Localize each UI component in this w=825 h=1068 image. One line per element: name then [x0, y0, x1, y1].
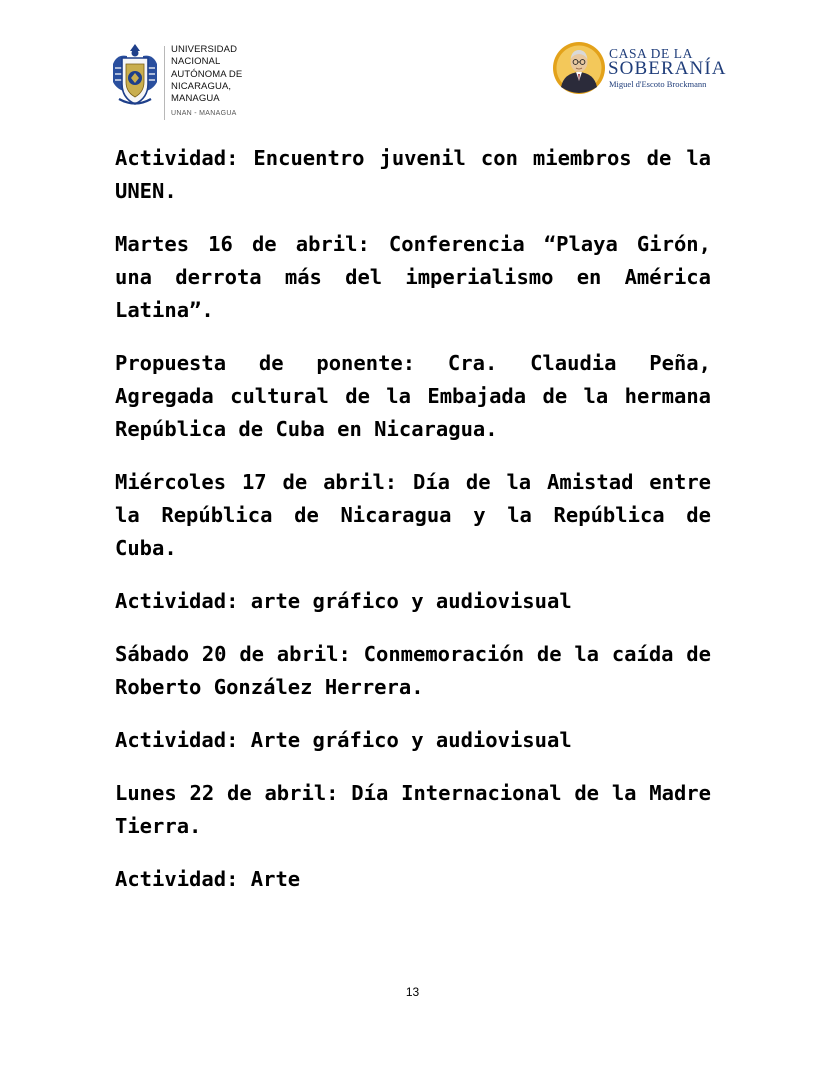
paragraph: Miércoles 17 de abril: Día de la Amistad entre la República de Nicaragua y la República de Cuba.	[115, 470, 711, 560]
paragraph: Actividad: Arte gráfico y audiovisual	[115, 728, 572, 752]
casa-soberania-portrait-logo	[552, 41, 606, 95]
casa-title-line2: SOBERANÍA	[608, 58, 727, 79]
unan-name-line: NACIONAL	[171, 56, 221, 68]
document-body	[115, 142, 711, 916]
paragraph: Actividad: Arte	[115, 867, 301, 891]
unan-name-line: AUTÓNOMA DE	[171, 68, 243, 80]
paragraph: Lunes 22 de abril: Día Internacional de la Madre Tierra.	[115, 781, 711, 838]
paragraph: Propuesta de ponente: Cra. Claudia Peña, Agregada cultural de la Embajada de la hermana República de Cuba en Nicaragua.	[115, 351, 711, 441]
unan-name	[171, 44, 242, 105]
paragraph: Actividad: Encuentro juvenil con miembros de la UNEN.	[115, 146, 711, 203]
unan-logo-divider	[164, 46, 165, 120]
unan-name-line: UNIVERSIDAD	[171, 44, 238, 55]
unan-name-line: NICARAGUA,	[171, 80, 232, 92]
paragraph: Actividad: arte gráfico y audiovisual	[115, 589, 572, 613]
casa-subtitle: Miguel d'Escoto Brockmann	[609, 79, 707, 89]
unan-coat-of-arms-logo	[110, 42, 160, 108]
casa-title-line1: CASA DE LA	[609, 46, 694, 61]
unan-name-line: MANAGUA	[171, 93, 220, 105]
paragraph: Sábado 20 de abril: Conmemoración de la caída de Roberto González Herrera.	[115, 642, 711, 699]
unan-abbreviation: UNAN - MANAGUA	[171, 110, 237, 117]
page-number: 13	[405, 985, 420, 999]
paragraph: Martes 16 de abril: Conferencia “Playa Girón, una derrota más del imperialismo en América Latina”.	[115, 232, 711, 322]
page-header	[0, 0, 825, 130]
